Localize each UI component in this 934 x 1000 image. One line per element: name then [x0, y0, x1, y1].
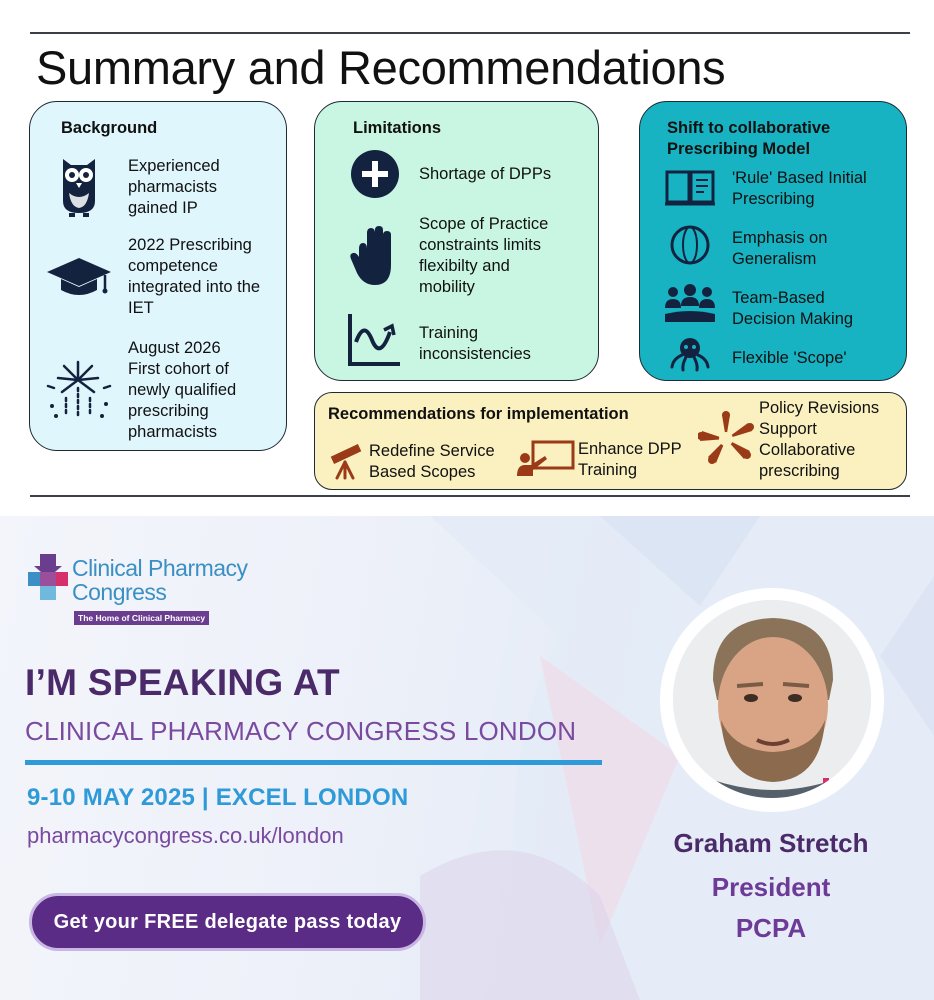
team-icon [663, 284, 717, 324]
shift-item-1: 'Rule' Based Initial Prescribing [732, 169, 867, 208]
background-item-2: 2022 Prescribing competence integrated into the IET [128, 236, 261, 317]
recommendations-heading: Recommendations for implementation [328, 405, 629, 423]
telescope-icon [325, 440, 365, 480]
logo-line-1: Clinical Pharmacy [72, 555, 248, 581]
speaker-portrait [673, 600, 871, 798]
limitations-heading: Limitations [353, 119, 442, 137]
recommendations-item-3: Policy Revisions Support Collaborative prescribing [759, 399, 880, 480]
speaker-org: PCPA [735, 913, 807, 943]
speaker-role: President [711, 872, 831, 902]
slide-title: Summary and Recommendations [36, 41, 726, 94]
hand-stop-icon [349, 225, 399, 289]
recommendations-item-2: Enhance DPP Training [578, 440, 682, 479]
recommendations-item-1: Redefine Service Based Scopes [369, 442, 495, 481]
wave-chart-icon [346, 312, 402, 368]
shift-item-4: Flexible 'Scope' [732, 349, 847, 367]
octopus-icon [669, 337, 711, 373]
teacher-board-icon [515, 440, 575, 478]
speaker-name: Graham Stretch [673, 828, 869, 858]
background-item-1: Experienced pharmacists gained IP [128, 157, 220, 217]
shift-item-2: Emphasis on Generalism [732, 229, 828, 268]
cpc-logo-icon [28, 554, 68, 600]
plus-circle-icon [350, 149, 400, 199]
speaker-banner [0, 516, 934, 1000]
background-heading: Background [61, 119, 158, 137]
background-item-3: August 2026 First cohort of newly qualified prescribing pharmacists [128, 339, 237, 441]
graduation-cap-icon [45, 256, 113, 298]
speaker-photo [673, 600, 871, 798]
event-date: 9-10 MAY 2025 | EXCEL LONDON [27, 784, 409, 811]
bottom-divider [30, 495, 910, 497]
owl-icon [57, 153, 101, 219]
shift-item-3: Team-Based Decision Making [732, 289, 854, 328]
logo-line-2: Congress [72, 579, 167, 605]
hands-together-icon [698, 411, 754, 467]
limitations-item-1: Shortage of DPPs [419, 165, 552, 183]
limitations-item-3: Training inconsistencies [419, 324, 531, 363]
logo-tagline: The Home of Clinical Pharmacy [74, 611, 209, 625]
globe-icon [669, 224, 711, 266]
fireworks-icon [44, 358, 114, 420]
free-pass-button[interactable]: Get your FREE delegate pass today [29, 893, 426, 951]
open-book-icon [665, 168, 715, 206]
speaking-headline: I’M SPEAKING AT [25, 662, 340, 703]
top-divider [30, 32, 910, 34]
event-name: CLINICAL PHARMACY CONGRESS LONDON [25, 716, 577, 746]
event-url[interactable]: pharmacycongress.co.uk/london [27, 823, 344, 848]
shift-heading: Shift to collaborative Prescribing Model [667, 119, 831, 158]
event-underline [25, 760, 602, 765]
limitations-item-2: Scope of Practice constraints limits flexibilty and mobility [419, 215, 549, 296]
